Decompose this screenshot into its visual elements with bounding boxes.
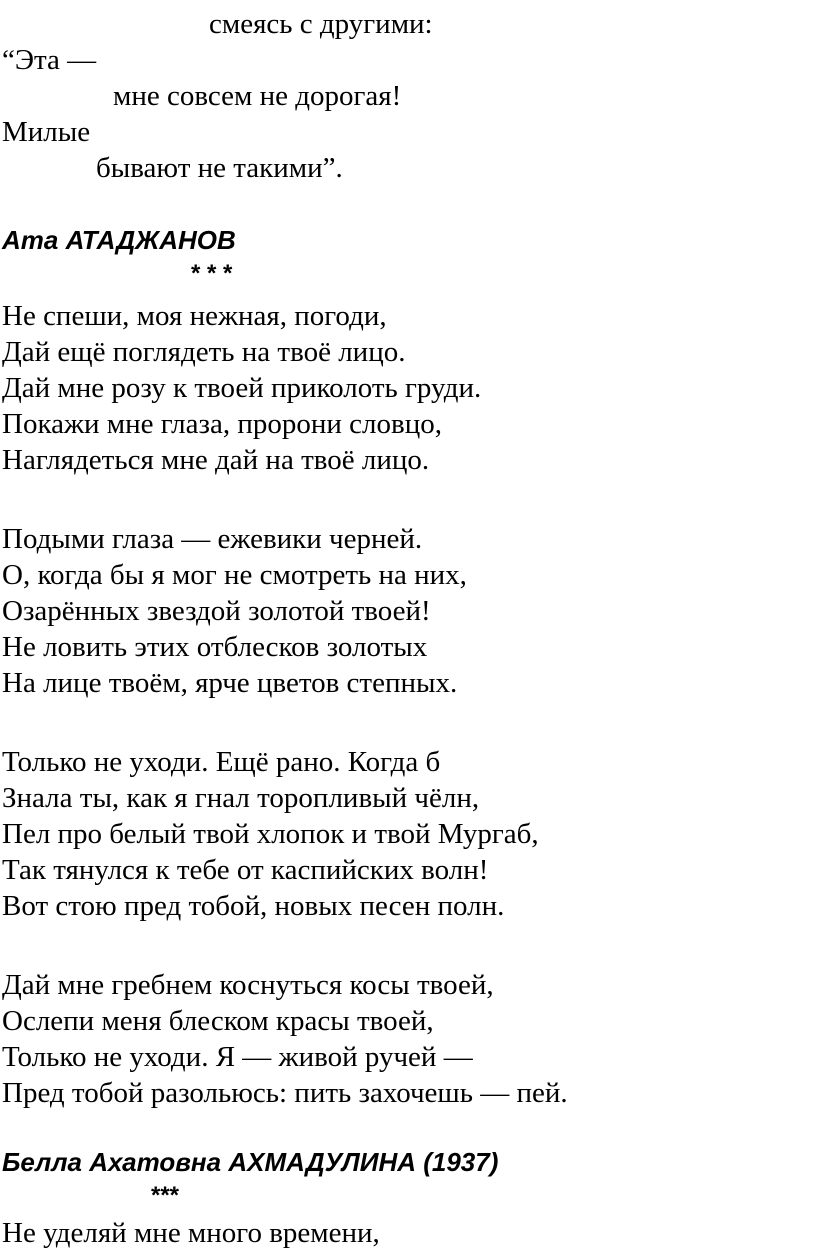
- poem-line: Дай мне гребнем коснуться косы твоей,: [2, 969, 494, 1001]
- poem-line: Только не уходи. Ещё рано. Когда б: [2, 746, 441, 778]
- author-heading: Ата АТАДЖАНОВ: [2, 225, 236, 255]
- poem-separator-stars: ***: [151, 1182, 180, 1209]
- poem-line: Пред тобой разольюсь: пить захочешь — пей.: [2, 1077, 568, 1109]
- poem-line: Так тянулся к тебе от каспийских волн!: [2, 854, 489, 886]
- poem-line: Знала ты, как я гнал торопливый чёлн,: [2, 782, 480, 814]
- poem-line: Наглядеться мне дай на твоё лицо.: [2, 444, 430, 476]
- poem-line: Пел про белый твой хлопок и твой Мургаб,: [2, 818, 539, 850]
- poem-line: На лице твоём, ярче цветов степных.: [2, 667, 458, 699]
- poem-line: О, когда бы я мог не смотреть на них,: [2, 559, 467, 591]
- poem-line: Не уделяй мне много времени,: [2, 1217, 380, 1249]
- poem-line: Милые: [2, 116, 91, 148]
- poem-separator-stars: * * *: [191, 260, 233, 287]
- poem-line: Дай мне розу к твоей приколоть груди.: [2, 372, 482, 404]
- poem-line: мне совсем не дорогая!: [113, 80, 402, 112]
- author-heading: Белла Ахатовна АХМАДУЛИНА (1937): [2, 1147, 499, 1177]
- poem-line: Дай ещё поглядеть на твоё лицо.: [2, 336, 406, 368]
- poem-line: Не ловить этих отблесков золотых: [2, 631, 428, 663]
- poem-line: “Эта —: [2, 44, 97, 76]
- poem-line: Только не уходи. Я — живой ручей —: [2, 1041, 473, 1073]
- poem-line: Ослепи меня блеском красы твоей,: [2, 1005, 434, 1037]
- poem-line: бывают не такими”.: [96, 152, 343, 184]
- poem-line: смеясь с другими:: [209, 8, 433, 40]
- poem-line: Вот стою пред тобой, новых песен полн.: [2, 890, 505, 922]
- poem-line: Подыми глаза — ежевики черней.: [2, 523, 423, 555]
- poem-line: Не спеши, моя нежная, погоди,: [2, 300, 387, 332]
- poem-line: Озарённых звездой золотой твоей!: [2, 595, 431, 627]
- poem-line: Покажи мне глаза, пророни словцо,: [2, 408, 442, 440]
